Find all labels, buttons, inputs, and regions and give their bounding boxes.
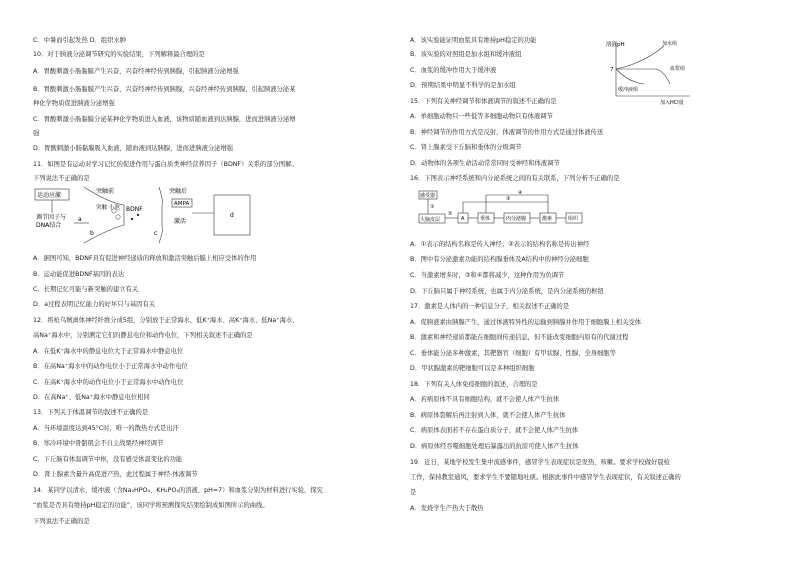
- label-ampa: AMPA: [174, 201, 190, 207]
- text-line: 工作，保持教室通风，要求学生不要随地吐痰。根据此事件中感冒学生表现症状，有关叙述正确的: [410, 474, 681, 481]
- text-line: 是: [410, 489, 417, 496]
- option-line: B．胃酸刺激小肠黏膜产生兴奋，兴奋经神经传到胰腺，兴奋经神经传到胰腺，引起胰液分泌某: [33, 86, 296, 93]
- option-line: B．该实验的对照组是加水组和缓冲液组: [410, 51, 522, 58]
- box-hyp: 大脑皮层: [420, 217, 441, 223]
- question-19: 19．近日，某地学校发生集中流感事件，感冒学生表现症状是发热、咳嗽。要求学校做好晨检: [410, 459, 670, 466]
- label-dna: DNA结合: [36, 222, 62, 229]
- option-line: B．在高Na⁺海水中的动作电位小于正常海水中动作电位: [33, 363, 188, 370]
- label-bdnf: BDNF: [126, 206, 143, 213]
- question-15: 15．下列有关神经调节和体液调节的叙述不正确的是: [410, 98, 557, 105]
- text-line: 下列说法不正确的是: [33, 175, 90, 182]
- curve-plasma-label: 血浆组: [670, 66, 686, 72]
- question-18: 18．下列有关人体免疫细胞的叙述，合理的是: [410, 381, 538, 388]
- y0-label: 7: [610, 67, 614, 73]
- option-line: C．垂体能分泌多种激素，其靶器官（细胞）有甲状腺、性腺、全身细胞等: [410, 350, 616, 357]
- option-line: B．图中有分泌激素功能的结构腺垂体及A结构中的神经分泌细胞: [410, 256, 589, 263]
- option-line: C．胃酸刺激小肠黏膜分泌某种化学物质进入血液，该物质随血液到达胰腺，进而进胰液分泌增: [33, 116, 296, 123]
- option-line: D．胃酸刺激小肠黏膜吸入血液，随血液到达胰腺，进而进胰液分泌增强: [33, 145, 234, 152]
- text-line: 高Na⁺海水中，分别测定它们的静息电位和动作电位，下列相关叙述不正确的是: [33, 332, 253, 339]
- text-line: 种化学物质促进胰液分泌增强: [33, 100, 115, 107]
- label-regulator: 调节因子与: [36, 214, 67, 221]
- option-line: D．甲状腺激素的靶细胞可以是多种组织细胞: [410, 365, 535, 372]
- option-line: D．a过程表明记忆能力的好坏只与基因有关: [33, 301, 156, 308]
- label-c: c: [154, 230, 158, 237]
- option-line: D．预期结果中明显不科学的是加水组: [410, 82, 516, 89]
- neuro-endocrine-flow: [418, 190, 593, 230]
- option-line: A．①表示的结构名称是传入神经；②表示的结构名称是传出神经: [410, 241, 590, 248]
- question-11: 11．如图是有运动对学习记忆的促进作用与蛋白质类神经营养因子（BDNF）关系的部分图解。: [33, 161, 298, 168]
- label-pre: 突触前: [96, 188, 115, 195]
- option-line: C．肾上腺素受下丘脑和垂体的分级调节: [410, 144, 522, 151]
- curve-buffer: [616, 69, 644, 84]
- option-line: C．病原体表面若不存在蛋白质分子，就不会使人体产生抗体: [410, 427, 579, 434]
- label-exercise: 运动应激: [37, 192, 62, 199]
- dot: [131, 218, 133, 220]
- vesicle: [116, 215, 120, 219]
- option-line: A．单细胞动物只一些低等多细胞动物只有体液调节: [410, 113, 553, 120]
- option-line: A．据图可知，BDNF具有促进神经递质的释放和激活突触后膜上相应受体的作用: [33, 255, 257, 262]
- option-line: D．下丘脑只属于神经系统，也属于内分泌系统，是内分泌系统的枢纽: [410, 288, 604, 295]
- postsynaptic-membrane: [159, 187, 163, 243]
- text-line: 下列说法不正确的是: [33, 518, 90, 525]
- curve-water-label: 加水组: [662, 41, 678, 47]
- n4: ④: [518, 190, 523, 196]
- option-line: A．当环境温度达到45°C时，唯一的散热方式是出汗: [33, 425, 179, 432]
- dot: [137, 214, 139, 216]
- feedback-line: [463, 202, 548, 213]
- label-a: a: [78, 216, 82, 223]
- option-line: B．激素和神经递质都能在细胞间传递信息，但不能改变细胞内原有的代谢过程: [410, 334, 629, 341]
- text-line: C．中暑而引起发热 D．组织水肿: [33, 37, 127, 44]
- option-line: A．发烧学生产热大于散热: [410, 505, 484, 512]
- label-vesicle: 突触 小泡: [96, 205, 120, 211]
- option-line: B．寒冷环境中骨骼肌会不自主战栗经神经调节: [33, 440, 164, 447]
- option-line: C．当激素增多时，③和④都将减少，这种作用为负调节: [410, 272, 565, 279]
- option-line: A．若病原体不具有细胞结构，就不会使人体产生抗体: [410, 396, 560, 403]
- question-14: 14．某同学以清水、缓冲液（含Na₂HPO₄、KH₂PO₄的溶液，pH=7）和血浆分别为材料进行实验，探究: [33, 487, 323, 494]
- question-12: 12．将枪乌贼离体神经纤维分成5组，分别放于正常海水，低K⁺海水、高K⁺海水、低Na⁺海水、: [33, 317, 299, 324]
- box-sense: 感受器: [420, 193, 436, 199]
- option-line: A．促胰液素由胰腺产生，通过体液特异性的运输到胰腺并作用于细胞膜上相关受体: [410, 319, 641, 326]
- feedback-line: [486, 195, 548, 213]
- box-a: A: [461, 216, 465, 222]
- label-post: 突触后: [169, 188, 188, 195]
- option-line: D．肾上腺素含量升高促进产热，此过程属于神经-体液调节: [33, 471, 198, 478]
- label-b: b: [90, 230, 94, 237]
- n1: ①: [430, 204, 435, 210]
- curve-buffer-label: 缓冲液组: [618, 87, 639, 93]
- option-line: D．在高Na⁺、低Na⁺海水中静息电位相同: [33, 394, 150, 401]
- option-line: B．运动能促进BDNF基因的表达: [33, 271, 125, 278]
- n2: ②: [448, 211, 453, 217]
- option-line: D．病原体经吞噬细胞处理后暴露出的抗原可使人体产生抗体: [410, 443, 579, 450]
- option-line: D．动物体的各项生命活动常常同时受神经和体液调节: [410, 160, 560, 167]
- box-pit: 垂体: [480, 216, 491, 222]
- option-line: C．血浆的缓冲作用大于缓冲液: [410, 67, 497, 74]
- synapse-diagram: [34, 185, 254, 245]
- question-16: 16．下图表示神经系统和内分泌系统之间的有关联系，下列分析不正确的是: [410, 175, 620, 182]
- option-line: A．胃酸刺激小肠黏膜产生兴奋，兴奋经神经传到胰腺，引起胰液分泌增强: [33, 68, 239, 75]
- question-10: 10．对于胰液分泌调节研究的实验结果，下列解释最合理的是: [33, 51, 205, 58]
- option-line: C．在高K⁺海水中的动作电位小于正常海水中动作电位: [33, 379, 184, 386]
- text-line: “血浆是否具有维持pH稳定的功能”，该同学将预测探究结果绘制成如图所示的曲线。: [33, 502, 269, 509]
- x-axis-label: 加入HCl量: [660, 100, 684, 106]
- curve-water: [616, 46, 664, 69]
- box-hormone: 激素: [542, 216, 553, 222]
- question-17: 17．激素是人体内的一种信息分子，相关叙述不正确的是: [410, 303, 570, 310]
- n3: ③: [506, 196, 511, 202]
- y-axis-label: 溶液pH: [606, 42, 625, 48]
- option-line: C．长期记忆可能与新突触的建立有关: [33, 286, 139, 293]
- option-line: A．该实验能证明血浆具有维持pH稳定的功能: [410, 37, 537, 44]
- option-line: B．神经调节的作用方式是反射，体液调节的作用方式是通过体液传送: [410, 129, 604, 136]
- option-line: B．病原体裂解后再注射到人体，就不会使人体产生抗体: [410, 412, 566, 419]
- label-activate: 激活: [174, 218, 187, 225]
- text-line: 强: [33, 130, 40, 137]
- option-line: A．在低K⁺海水中的静息电位大于正常海水中静息电位: [33, 348, 184, 355]
- question-13: 13．下列关于体温调节的叙述不正确的是: [33, 409, 149, 416]
- label-d: d: [230, 212, 234, 219]
- box-gland: 内分泌腺: [506, 216, 527, 222]
- ph-graph: [604, 38, 694, 106]
- option-line: C．下丘脑有体温调节中枢，没有感受体温变化的功能: [33, 456, 183, 463]
- box-target: 组织: [568, 216, 579, 222]
